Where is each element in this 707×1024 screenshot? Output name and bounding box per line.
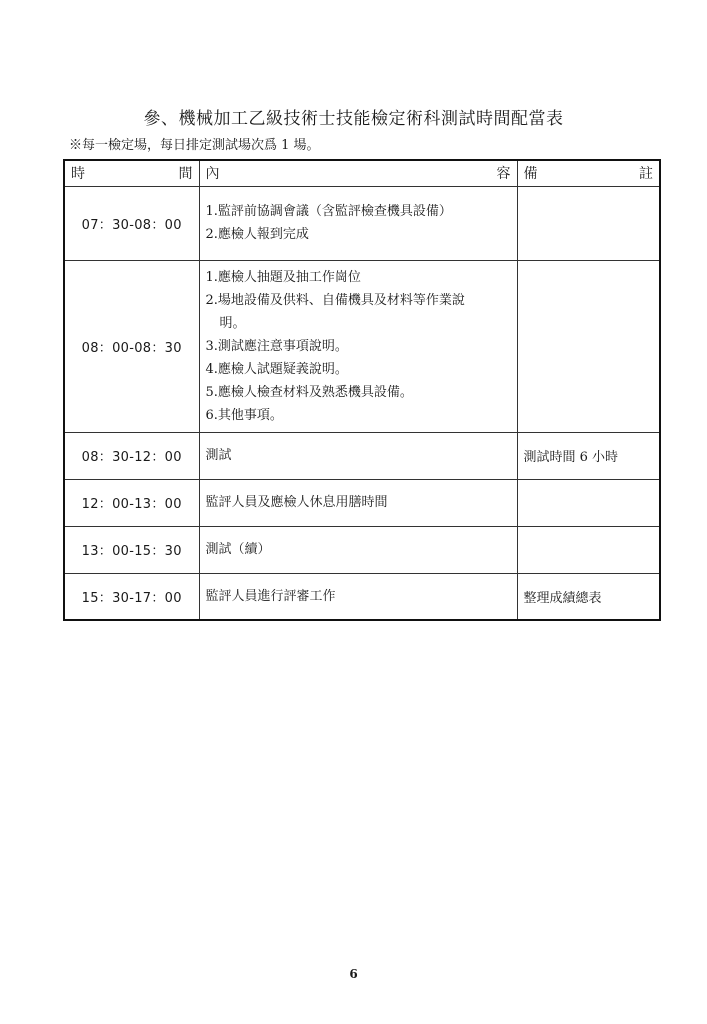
header-time [64,160,199,186]
remark-cell [517,526,660,573]
header-content [199,160,517,186]
table-row [64,479,660,526]
table-header-row [64,160,660,186]
content-cell [199,186,517,260]
content-cell [199,479,517,526]
header-remark-char-1: 備 [523,166,538,183]
time-cell: 13：00-15：30 [64,526,199,573]
content-line: 2.應檢人報到完成 [205,227,309,242]
content-cell [199,526,517,573]
content-cell [199,432,517,479]
schedule-note: ※每一檢定場，每日排定測試場次爲 1 場。 [69,138,320,153]
remark-cell [517,260,660,432]
table-row [64,186,660,260]
page-title: 參、機械加工乙級技術士技能檢定術科測試時間配當表 [143,109,564,129]
header-remark [517,160,660,186]
remark-cell: 測試時間 6 小時 [517,432,660,479]
schedule-table [63,159,661,621]
time-cell: 12：00-13：00 [64,479,199,526]
remark-cell [517,479,660,526]
content-line: 1.應檢人抽題及抽工作崗位 [205,269,361,285]
table-row [64,432,660,479]
header-content-char-1: 內 [205,166,220,183]
content-cell [199,260,517,432]
content-line: 6.其他事項。 [205,407,283,423]
remark-cell [517,186,660,260]
header-time-char-2: 間 [178,166,193,183]
header-time-char-1: 時 [71,166,85,183]
content-line: 監評人員及應檢人休息用膳時間 [205,495,388,510]
time-cell: 08：00-08：30 [64,260,199,432]
remark-cell: 整理成績總表 [517,573,660,620]
header-content-char-2: 容 [496,166,511,183]
table-row [64,260,660,432]
content-cell [199,573,517,620]
content-line: 4.應檢人試題疑義說明。 [205,361,348,377]
content-line: 1.監評前協調會議（含監評檢查機具設備） [205,204,452,219]
content-line: 測試 [205,448,232,463]
content-line: 2.場地設備及供料、自備機具及材料等作業說 [205,292,465,308]
time-cell: 15：30-17：00 [64,573,199,620]
time-cell: 07：30-08：00 [64,186,199,260]
table-row [64,526,660,573]
content-line: 3.測試應注意事項說明。 [205,338,348,354]
header-remark-char-2: 註 [639,166,653,183]
content-line: 測試（續） [205,542,271,557]
content-line: 監評人員進行評審工作 [205,588,336,604]
content-line: 明。 [219,315,246,331]
page-number: 6 [349,967,358,981]
time-cell: 08：30-12：00 [64,432,199,479]
content-line: 5.應檢人檢查材料及熟悉機具設備。 [205,384,413,400]
table-row [64,573,660,620]
